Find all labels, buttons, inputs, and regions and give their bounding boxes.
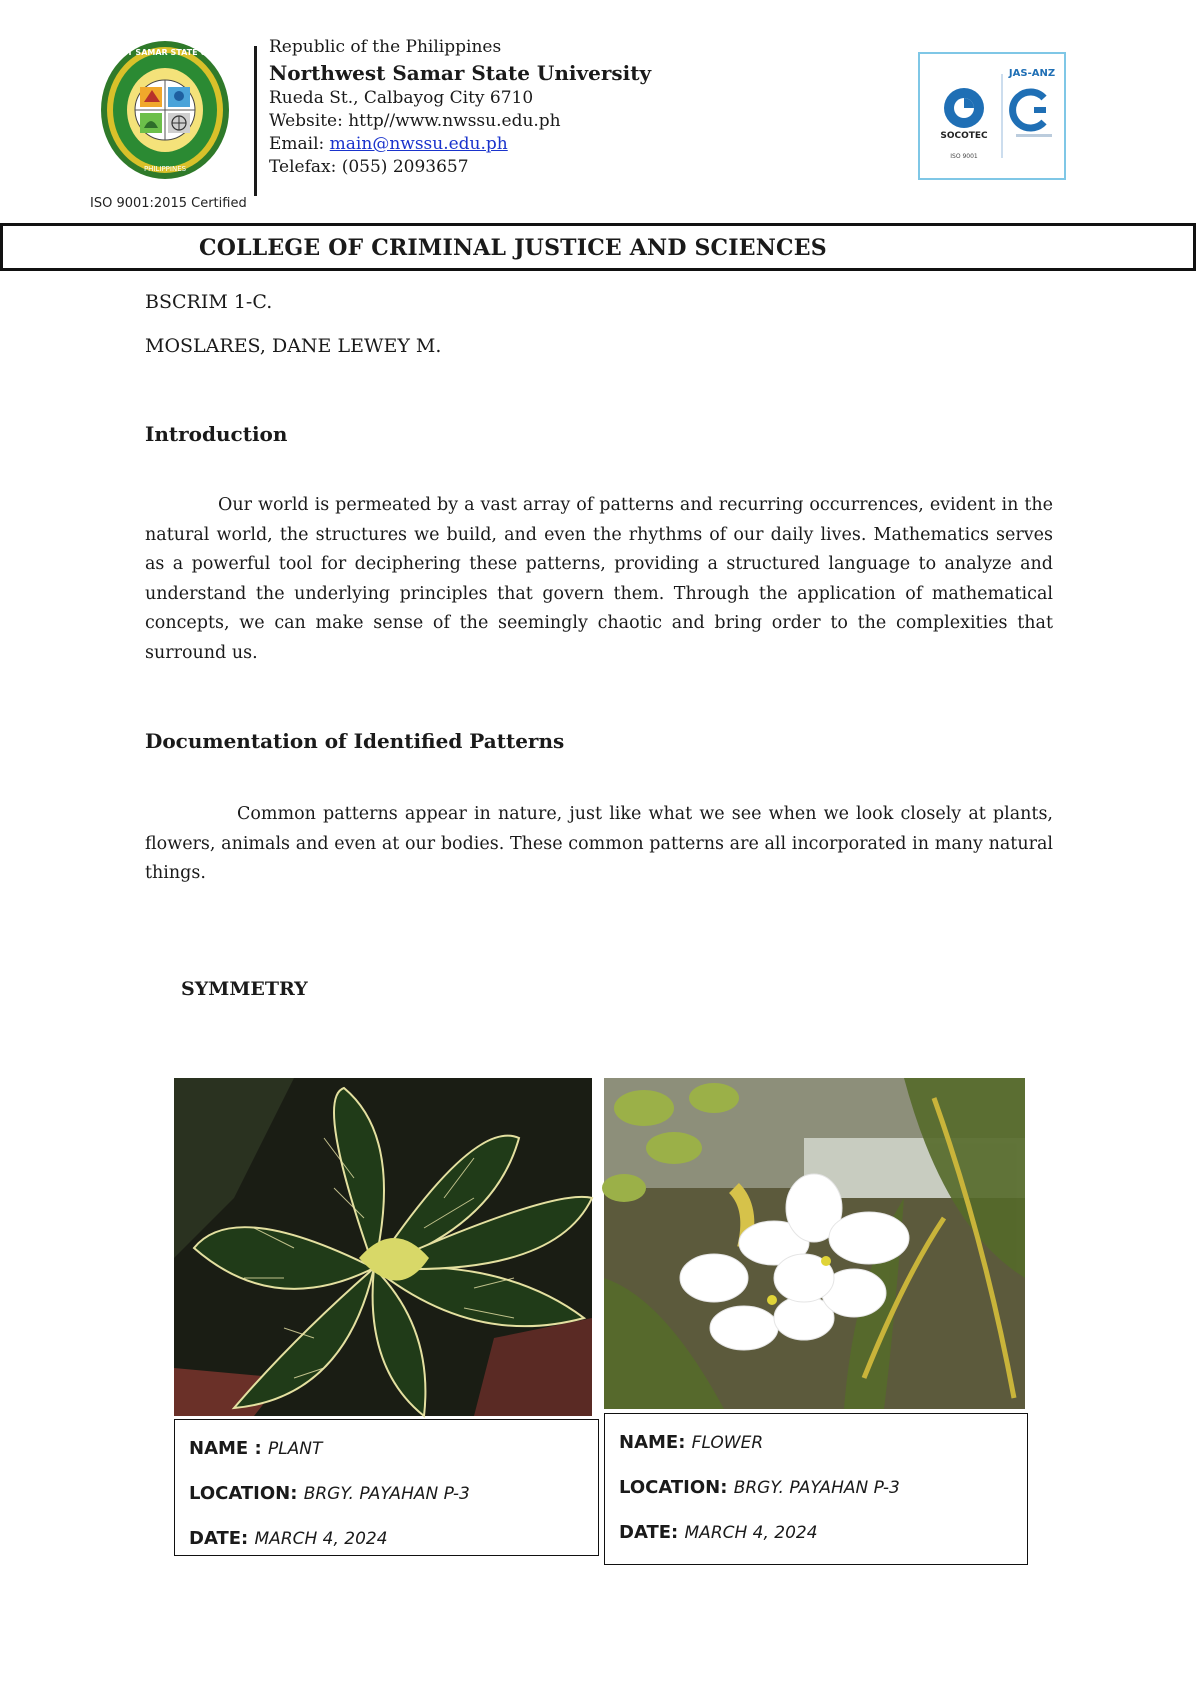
documentation-paragraph: Common patterns appear in nature, just like what we see when we look closely at plants, flowers, animals and even at our bodies. These common patterns are all incorporated in many natural things. <box>145 804 1053 883</box>
flower-name-label: NAME: <box>619 1432 692 1453</box>
university-info <box>269 36 651 179</box>
website-line: Website: http//www.nwssu.edu.ph <box>269 111 561 131</box>
symmetry-heading: SYMMETRY <box>181 978 308 1000</box>
university-seal <box>75 40 255 180</box>
iso9001-small-label: ISO 9001 <box>950 153 978 160</box>
jas-anz-label: JAS-ANZ <box>1008 68 1056 79</box>
plant-photo <box>174 1078 592 1416</box>
plant-date-label: DATE: <box>189 1528 255 1549</box>
telefax-line: Telefax: (055) 2093657 <box>269 157 469 177</box>
email-link[interactable]: main@nwssu.edu.ph <box>329 134 508 154</box>
header-divider <box>254 46 257 196</box>
email-line <box>269 133 651 156</box>
flower-date-value: MARCH 4, 2024 <box>684 1523 818 1543</box>
flower-location-label: LOCATION: <box>619 1477 734 1498</box>
flower-date-row <box>619 1522 1027 1543</box>
email-label: Email: <box>269 134 330 154</box>
iso-certified-label: ISO 9001:2015 Certified <box>90 196 247 211</box>
flower-location-row <box>619 1477 1027 1498</box>
plant-name-value: PLANT <box>267 1439 323 1459</box>
flower-info-box <box>604 1413 1028 1565</box>
flower-location-value: BRGY. PAYAHAN P-3 <box>733 1478 900 1498</box>
flower-date-label: DATE: <box>619 1522 685 1543</box>
introduction-paragraph: Our world is permeated by a vast array of patterns and recurring occurrences, evident in the natural world, the structures we build, and even the rhythms of our daily lives. Mathematics serves as a powerful tool for deciphering these patterns, providing a structured language to analyze and understand the underlying principles that govern them. Through the application of mathematical concepts, we can make sense of the seemingly chaotic and bring order to the complexities that surround us. <box>145 495 1053 663</box>
documentation-heading: Documentation of Identified Patterns <box>145 729 565 753</box>
plant-date-row <box>189 1528 598 1549</box>
plant-location-label: LOCATION: <box>189 1483 304 1504</box>
republic-line: Republic of the Philippines <box>269 37 502 57</box>
plant-info-box <box>174 1419 599 1556</box>
plant-location-row <box>189 1483 598 1504</box>
flower-photo <box>604 1078 1025 1409</box>
plant-name-label: NAME : <box>189 1438 268 1459</box>
section-label: BSCRIM 1-C. <box>145 291 273 313</box>
certification-badge <box>918 52 1066 180</box>
seal-text: NORTHWEST SAMAR STATE UNIVERSITY <box>75 48 255 57</box>
introduction-heading: Introduction <box>145 422 288 446</box>
seal-bottom-text: PHILIPPINES <box>143 165 187 173</box>
student-name: MOSLARES, DANE LEWEY M. <box>145 335 442 357</box>
flower-name-value: FLOWER <box>691 1433 764 1453</box>
address-line: Rueda St., Calbayog City 6710 <box>269 88 534 108</box>
plant-name-row <box>189 1438 598 1459</box>
college-banner <box>0 223 1196 271</box>
plant-location-value: BRGY. PAYAHAN P-3 <box>303 1484 470 1504</box>
college-title: COLLEGE OF CRIMINAL JUSTICE AND SCIENCES <box>199 235 827 261</box>
university-name: Northwest Samar State University <box>269 61 652 85</box>
plant-date-value: MARCH 4, 2024 <box>254 1529 388 1549</box>
socotec-label: SOCOTEC <box>940 131 988 141</box>
flower-name-row <box>619 1432 1027 1453</box>
